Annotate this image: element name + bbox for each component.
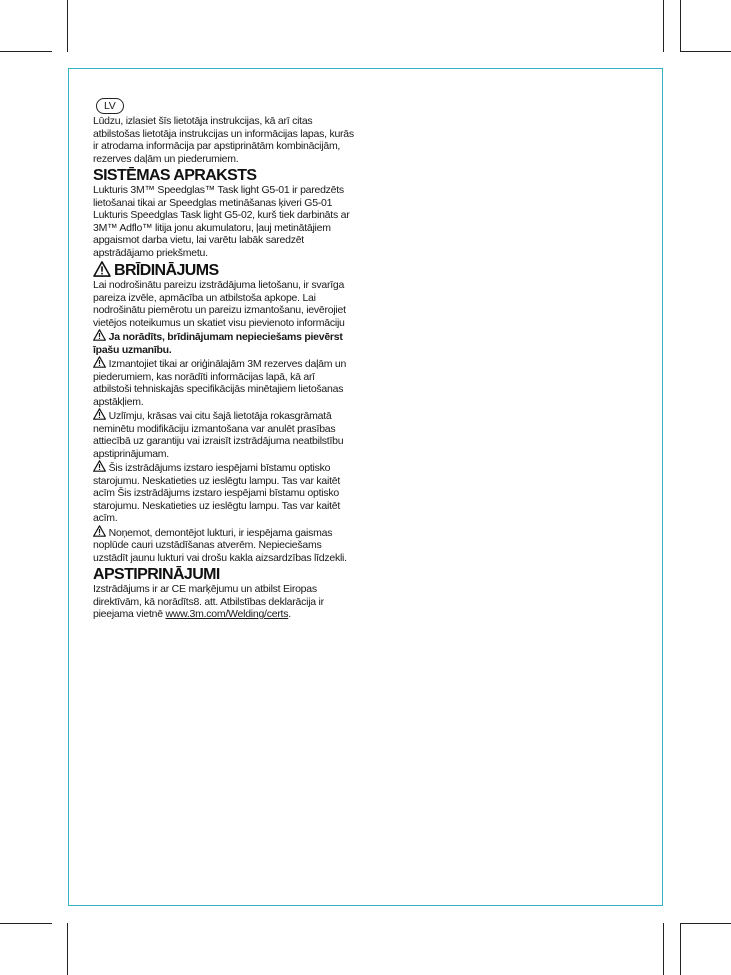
crop-mark bbox=[680, 923, 731, 924]
warning-attention-text: Ja norādīts, brīdinājumam nepieciešams pievērst īpašu uzmanību. bbox=[93, 331, 343, 356]
warning-item-text: Uzlīmju, krāsas vai citu šajā lietotāja rokasgrāmatā neminētu modifikāciju izmantošana var anulēt prasības attiecībā uz garantiju vai izraisīt izstrādājuma neatbilstību apstiprinājumam. bbox=[93, 410, 344, 460]
warning-item-text: Izmantojiet tikai ar oriģinālajām 3M rezerves daļām un piederumiem, kas norādīti informācijas lapā, kā arī atbilstoši tehniskajās specifikācijās minētajiem lietošanas apstākļiem. bbox=[93, 358, 347, 408]
intro-paragraph: Lūdzu, izlasiet šīs lietotāja instrukcijas, kā arī citas atbilstošas lietotāja instrukcijas un informācijas lapas, kurās ir atrodama informācija par apstiprinātām kombinācijām, rezerves daļām un piederumiem. bbox=[93, 115, 354, 165]
warning-item-text: Noņemot, demontējot lukturi, ir iespējama gaismas noplūde cauri uzstādīšanas atverēm. Nepieciešams uzstādīt jaunu lukturi vai drošu kakla aizsardzības līdzekli. bbox=[93, 526, 347, 564]
approvals-text-end: . bbox=[288, 608, 291, 620]
crop-mark bbox=[67, 923, 68, 975]
document-content bbox=[93, 98, 355, 621]
certs-link[interactable]: www.3m.com/Welding/certs bbox=[165, 608, 289, 620]
warning-intro: Lai nodrošinātu pareizu izstrādājuma lietošanu, ir svarīga pareiza izvēle, apmācība un atbilstoša apkope. Lai nodrošinātu piemērotu un pareizu izmantošanu, ievērojiet vietējos noteikumus un skatiet visu pievienoto informāciju bbox=[93, 279, 346, 329]
warning-triangle-icon bbox=[93, 460, 106, 472]
crop-mark bbox=[663, 923, 664, 975]
approvals-text bbox=[93, 583, 355, 621]
warning-triangle-icon bbox=[93, 329, 106, 341]
warning-triangle-icon bbox=[93, 525, 106, 537]
warning-triangle-icon bbox=[93, 356, 106, 368]
crop-mark bbox=[0, 923, 52, 924]
warning-item bbox=[93, 408, 355, 460]
system-description-text: Lukturis 3M™ Speedglas™ Task light G5-01 ir paredzēts lietošanai tikai ar Speedglas metināšanas ķiveri G5-01 Lukturis Speedglas Task light G5-02, kurš tiek darbināts ar 3M™ Adflo™ litija jonu akumulatoru, ļauj metinātājiem apgaismot darba vietu, lai varētu labāk saredzēt apstrādājamo priekšmetu. bbox=[93, 184, 350, 259]
approvals-heading: APSTIPRINĀJUMI bbox=[93, 566, 220, 583]
crop-mark bbox=[680, 923, 681, 975]
warning-triangle-icon bbox=[93, 408, 106, 420]
warning-heading bbox=[93, 261, 355, 279]
warning-item-text: Šis izstrādājums izstaro iespējami bīstamu optisko starojumu. Neskatieties uz ieslēgtu lampu. Tas var kaitēt acīm Šis izstrādājums izstaro iespējami bīstamu optisko starojumu. Neskatieties uz ieslēgtu lampu. Tas var kaitēt acīm. bbox=[93, 462, 341, 524]
warning-triangle-icon bbox=[93, 261, 111, 277]
crop-mark bbox=[680, 0, 681, 52]
warning-item bbox=[93, 525, 355, 565]
warning-item bbox=[93, 460, 355, 525]
crop-mark bbox=[67, 0, 68, 52]
crop-mark bbox=[663, 0, 664, 52]
language-badge: LV bbox=[96, 98, 124, 114]
warning-item bbox=[93, 356, 355, 408]
system-description-heading: SISTĒMAS APRAKSTS bbox=[93, 167, 257, 184]
warning-heading-text: BRĪDINĀJUMS bbox=[114, 262, 219, 279]
crop-mark bbox=[0, 51, 52, 52]
crop-mark bbox=[680, 51, 731, 52]
warning-attention bbox=[93, 329, 355, 356]
approvals-text-body: Izstrādājums ir ar CE marķējumu un atbilst Eiropas direktīvām, kā norādīts8. att. Atbilstības deklarācija ir pieejama vietnē bbox=[93, 583, 324, 620]
